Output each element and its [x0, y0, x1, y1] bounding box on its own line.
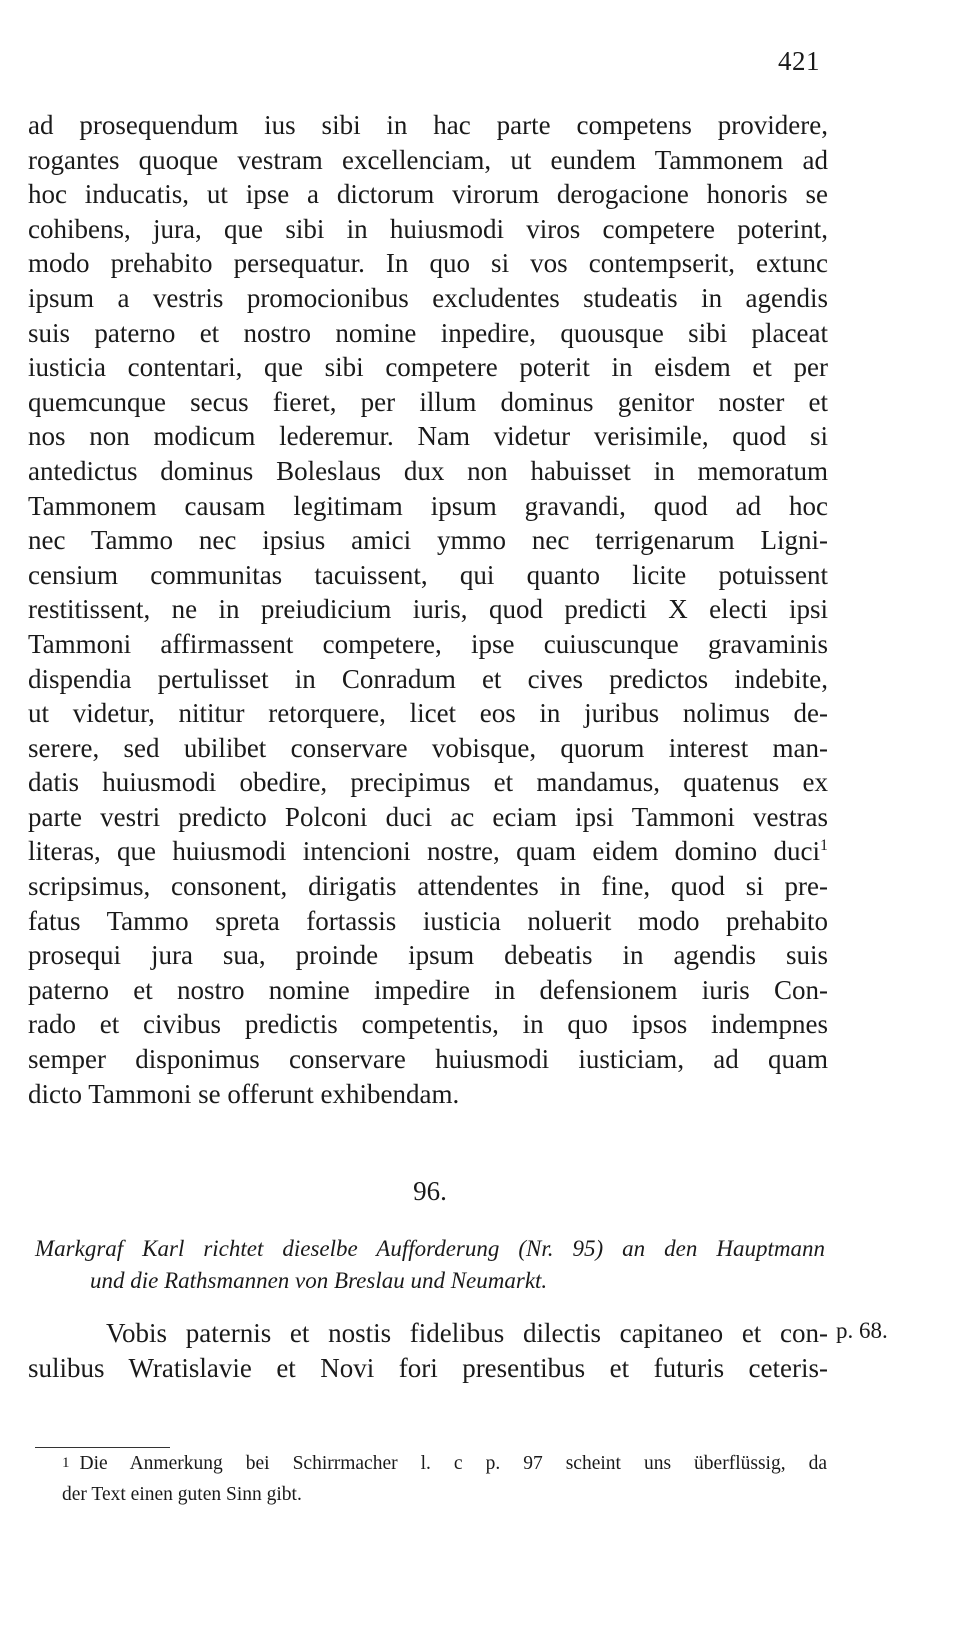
body-line-with-footnote	[28, 834, 828, 869]
body-line: ipsum a vestris promocionibus excludentes studeatis in agendis	[28, 282, 828, 313]
page-number: 421	[778, 46, 820, 76]
summary-line: und die Rathsmannen von Breslau und Neumarkt.	[90, 1268, 548, 1293]
body-line: hoc inducatis, ut ipse a dictorum virorum derogacione honoris se	[28, 179, 828, 210]
footnotes	[62, 1448, 827, 1510]
footnote-reference[interactable]: 1	[820, 837, 828, 855]
footnote-mark: 1	[62, 1455, 70, 1471]
footnote-line	[62, 1448, 827, 1479]
section-number: 96.	[413, 1176, 447, 1206]
body-line: ut videtur, nititur retorquere, licet eos in juribus nolimus de-	[28, 698, 828, 729]
body-line: iusticia contentari, que sibi competere poterit in eisdem et per	[28, 352, 828, 383]
section-summary	[35, 1233, 825, 1297]
body-line: rado et civibus predictis competentis, in quo ipsos indempnes	[28, 1009, 828, 1040]
body-line: suis paterno et nostro nomine inpedire, quousque sibi placeat	[28, 317, 828, 348]
body-line: fatus Tammo spreta fortassis iusticia noluerit modo prehabito	[28, 905, 828, 936]
body-line: serere, sed ubilibet conservare vobisque, quorum interest man-	[28, 732, 828, 763]
body-line: nos non modicum lederemur. Nam videtur verisimile, quod si	[28, 421, 828, 452]
body-line: censium communitas tacuissent, qui quanto licite potuissent	[28, 559, 828, 590]
body-line: restitissent, ne in preiudicium iuris, quod predicti X electi ipsi	[28, 594, 828, 625]
document-line: sulibus Wratislavie et Novi fori presentibus et futuris ceteris-	[28, 1352, 828, 1383]
body-line-text: literas, que huiusmodi intencioni nostre, quam eidem domino duci	[28, 836, 820, 867]
body-line: Tammoni affirmassent competere, ipse cuiuscunque gravaminis	[28, 628, 828, 659]
body-line: paterno et nostro nomine impedire in defensionem iuris Con-	[28, 974, 828, 1005]
footnote-line: der Text einen guten Sinn gibt.	[62, 1484, 302, 1505]
body-line: modo prehabito persequatur. In quo si vos contempserit, extunc	[28, 248, 828, 279]
body-line: datis huiusmodi obedire, precipimus et mandamus, quatenus ex	[28, 767, 828, 798]
body-line: dispendia pertulisset in Conradum et cives predictos indebite,	[28, 663, 828, 694]
body-line: antedictus dominus Boleslaus dux non habuisset in memoratum	[28, 455, 828, 486]
body-line: dicto Tammoni se offerunt exhibendam.	[28, 1078, 460, 1109]
document-line: Vobis paternis et nostis fidelibus dilectis capitaneo et con-	[106, 1318, 828, 1348]
margin-page-reference: p. 68.	[836, 1318, 888, 1343]
body-line: nec Tammo nec ipsius amici ymmo nec terrigenarum Ligni-	[28, 525, 828, 556]
body-line: rogantes quoque vestram excellenciam, ut eundem Tammonem ad	[28, 144, 828, 175]
body-line: Tammonem causam legitimam ipsum gravandi, quod ad hoc	[28, 490, 828, 521]
body-line: semper disponimus conservare huiusmodi iusticiam, ad quam	[28, 1044, 828, 1075]
body-line: prosequi jura sua, proinde ipsum debeatis in agendis suis	[28, 940, 828, 971]
document-text	[28, 1316, 828, 1385]
body-text	[28, 108, 828, 1111]
summary-line: Markgraf Karl richtet dieselbe Aufforderung (Nr. 95) an den Hauptmann	[35, 1236, 825, 1261]
body-line: parte vestri predicto Polconi duci ac eciam ipsi Tammoni vestras	[28, 801, 828, 832]
body-line: cohibens, jura, que sibi in huiusmodi viros competere poterint,	[28, 213, 828, 244]
body-line: ad prosequendum ius sibi in hac parte competens providere,	[28, 110, 828, 140]
footnote-text: Die Anmerkung bei Schirrmacher l. c p. 97 scheint uns überflüssig, da	[79, 1453, 827, 1474]
body-line: scripsimus, consonent, dirigatis attendentes in fine, quod si pre-	[28, 871, 828, 902]
body-line: quemcunque secus fieret, per illum dominus genitor noster et	[28, 386, 828, 417]
